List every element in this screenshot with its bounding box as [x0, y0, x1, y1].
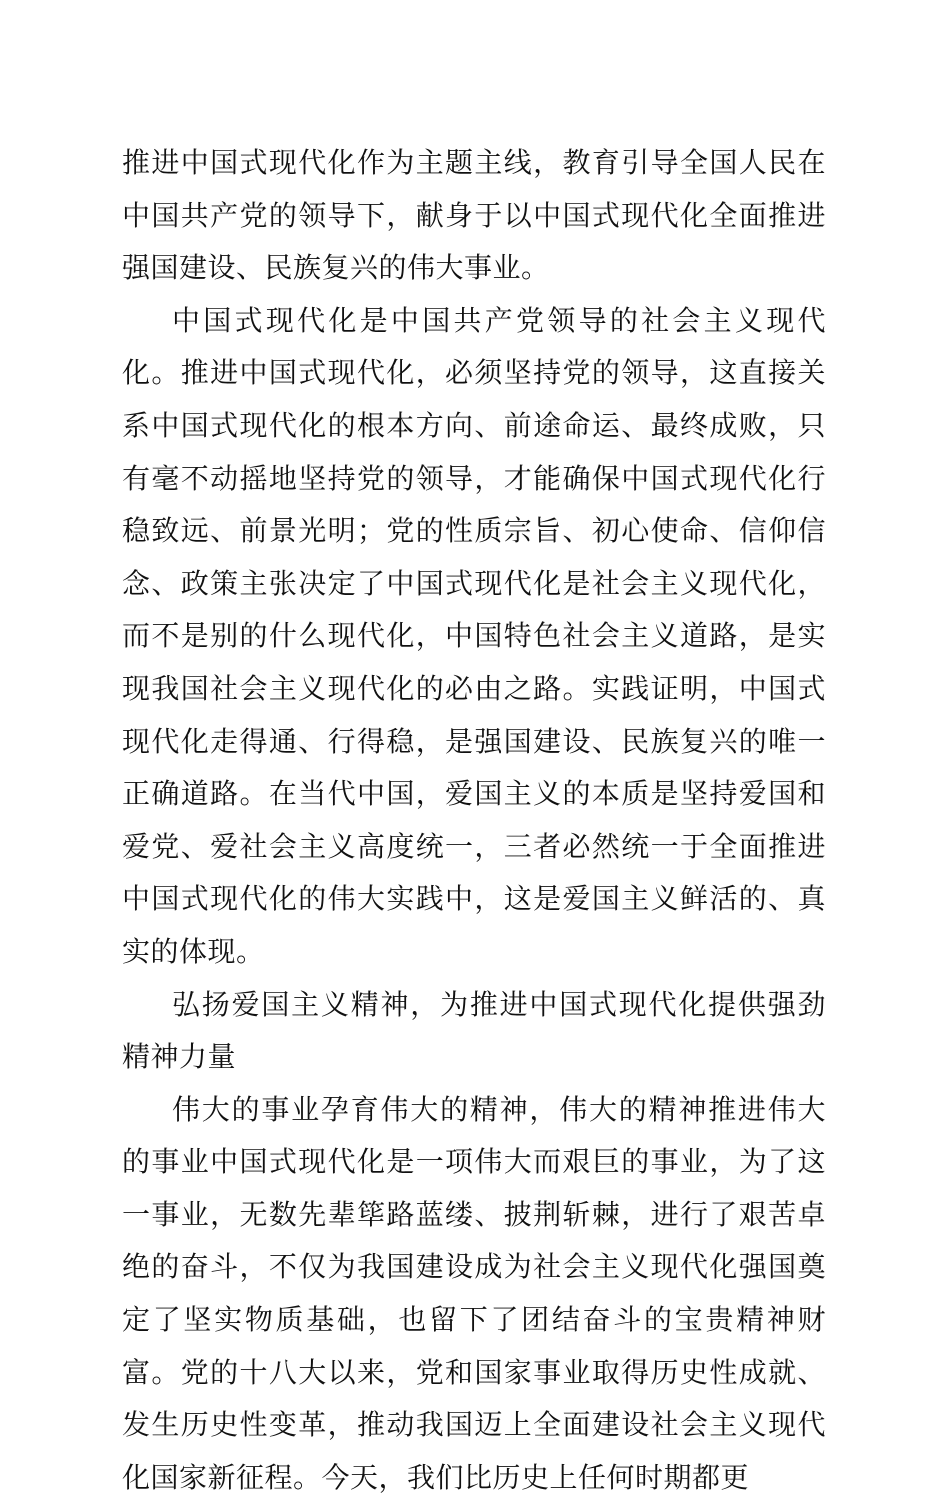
body-text	[122, 137, 826, 1504]
paragraph-party-leadership: 中国式现代化是中国共产党领导的社会主义现代化。推进中国式现代化，必须坚持党的领导，这直接关系中国式现代化的根本方向、前途命运、最终成败，只有毫不动摇地坚持党的领导，才能确保中国式现代化行稳致远、前景光明；党的性质宗旨、初心使命、信仰信念、政策主张决定了中国式现代化是社会主义现代化，而不是别的什么现代化，中国特色社会主义道路，是实现我国社会主义现代化的必由之路。实践证明，中国式现代化走得通、行得稳，是强国建设、民族复兴的唯一正确道路。在当代中国，爱国主义的本质是坚持爱国和爱党、爱社会主义高度统一，三者必然统一于全面推进中国式现代化的伟大实践中，这是爱国主义鲜活的、真实的体现。	[122, 303, 826, 968]
paragraph-great-cause: 伟大的事业孕育伟大的精神，伟大的精神推进伟大的事业中国式现代化是一项伟大而艰巨的事业，为了这一事业，无数先辈筚路蓝缕、披荆斩棘，进行了艰苦卓绝的奋斗，不仅为我国建设成为社会主义现代化强国奠定了坚实物质基础，也留下了团结奋斗的宝贵精神财富。党的十八大以来，党和国家事业取得历史性成就、发生历史性变革，推动我国迈上全面建设社会主义现代化国家新征程。今天，我们比历史上任何时期都更	[122, 1092, 826, 1494]
section-heading-patriotism-spirit: 弘扬爱国主义精神，为推进中国式现代化提供强劲精神力量	[122, 987, 826, 1074]
paragraph-intro-continuation: 推进中国式现代化作为主题主线，教育引导全国人民在中国共产党的领导下，献身于以中国式现代化全面推进强国建设、民族复兴的伟大事业。	[122, 146, 826, 285]
